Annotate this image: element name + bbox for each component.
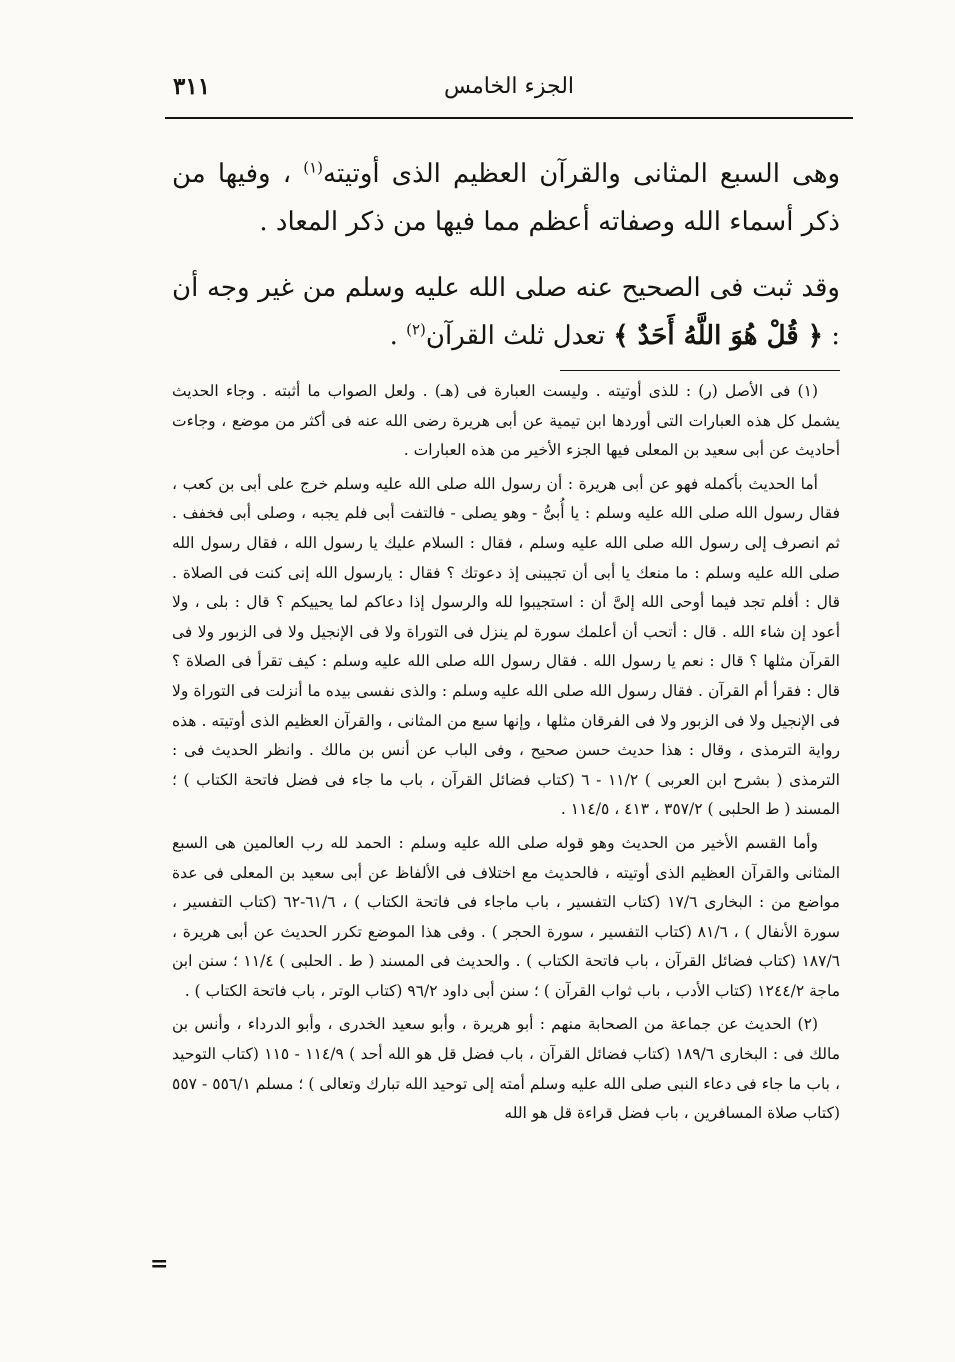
quran-verse: ﴿ قُلْ هُوَ اللَّهُ أَحَدٌ ﴾	[613, 321, 823, 351]
running-title: الجزء الخامس	[443, 74, 575, 99]
footnote-2: (٢) الحديث عن جماعة من الصحابة منهم : أبو هريرة ، وأبو سعيد الخدرى ، وأبو الدرداء ، وأنس بن مالك فى : البخارى ١٨٩/٦ (كتاب فضائل القرآن ، باب فضل قل هو الله أحد ) ١١٤/٩ - ١١٥ (كتاب التوحيد ، باب ما جاء فى دعاء النبى صلى الله عليه وسلم أمته إلى توحيد الله تبارك وتعالى ) ؛ مسلم ٥٥٦/١ - ٥٥٧ (كتاب صلاة المسافرين ، باب فضل قراءة قل هو الله	[172, 1015, 841, 1123]
footnotes	[172, 377, 840, 1129]
footnote-marker-2[interactable]: (٢)	[406, 320, 426, 339]
footnote-1-references: وأما القسم الأخير من الحديث وهو قوله صلى الله عليه وسلم : الحمد لله رب العالمين هى السبع المثانى والقرآن العظيم الذى أوتيته ، فالحديث مع اختلاف فى الألفاظ عن أبى سعيد بن المعلى فى عدة مواضع من : البخارى ١٧/٦ (كتاب التفسير ، باب ماجاء فى فاتحة الكتاب ) ، ٦١/٦-٦٢ (كتاب التفسير ، سورة الأنفال ) ، ٨١/٦ (كتاب التفسير ، سورة الحجر ) . وفى هذا الموضع تكرر الحديث عن أبى هريرة ، ١٨٧/٦ (كتاب فضائل القرآن ، باب فاتحة الكتاب ) . والحديث فى المسند ( ط . الحلبى ) ١١/٤ ؛ سنن ابن ماجة ١٢٤٤/٢ (كتاب الأدب ، باب ثواب القرآن ) ؛ سنن أبى داود ٩٦/٢ (كتاب الوتر ، باب فاتحة الكتاب ) .	[172, 833, 841, 1000]
main-paragraph-2	[172, 264, 840, 360]
main-text	[172, 150, 840, 360]
page-header	[165, 70, 853, 112]
footnote-1: (١) فى الأصل (ر) : للذى أوتيته . وليست العبارة فى (هـ) . ولعل الصواب ما أثبته . وجاء الحديث يشمل كل هذه العبارات التى أوردها ابن تيمية عن أبى هريرة رضى الله عنه فى أكثر من موضع ، وجاءت أحاديث عن أبى سعيد بن المعلى فيها الجزء الأخير من هذه العبارات .	[172, 382, 840, 460]
footnote-rule	[560, 370, 840, 371]
paragraph-2-end: .	[389, 321, 398, 351]
page-number: ٣١١	[173, 73, 211, 100]
continuation-mark: =	[150, 1251, 169, 1277]
paragraph-2-text: تعدل ثلث القرآن	[425, 321, 606, 351]
paragraph-1-text-end: ، وفيها من ذكر أسماء الله وصفاته أعظم مما فيها من ذكر المعاد .	[172, 159, 840, 237]
paragraph-2-lead: وقد ثبت فى الصحيح عنه صلى الله عليه وسلم من غير وجه أن :	[172, 273, 840, 351]
header-rule	[165, 117, 853, 119]
footnote-marker-1[interactable]: (١)	[303, 158, 323, 177]
paragraph-1-text: وهى السبع المثانى والقرآن العظيم الذى أوتيته	[323, 159, 840, 189]
footnote-1-hadith: أما الحديث بأكمله فهو عن أبى هريرة : أن رسول الله صلى الله عليه وسلم خرج على أبى بن كعب ، فقال رسول الله صلى الله عليه وسلم : يا أُبىُّ - وهو يصلى - فالتفت أبى فلم يجبه ، وصلى أبى فخفف . ثم انصرف إلى رسول الله صلى الله عليه وسلم ، فقال : السلام عليك يا رسول الله ، فقال رسول الله صلى الله عليه وسلم : ما منعك يا أبى أن تجيبنى إذ دعوتك ؟ فقال : يارسول الله إنى كنت فى الصلاة . قال : أفلم تجد فيما أوحى الله إلىَّ أن : استجيبوا لله والرسول إذا دعاكم لما يحييكم ؟ قال : بلى ، ولا أعود إن شاء الله . قال : أتحب أن أعلمك سورة لم ينزل فى التوراة ولا فى الإنجيل ولا فى الزبور ولا فى القرآن مثلها ؟ قال : نعم يا رسول الله . فقال رسول الله صلى الله عليه وسلم : كيف تقرأ فى الصلاة ؟ قال : فقرأ أم القرآن . فقال رسول الله صلى الله عليه وسلم : والذى نفسى بيده ما أنزلت فى التوراة ولا فى الإنجيل ولا فى الزبور ولا فى الفرقان مثلها ، وإنها سبع من المثانى ، والقرآن العظيم الذى أوتيته . هذه رواية الترمذى ، وقال : هذا حديث حسن صحيح ، وفى الباب عن أنس بن مالك . وانظر الحديث فى : الترمذى ( بشرح ابن العربى ) ١١/٢ - ٦ (كتاب فضائل القرآن ، باب ما جاء فى فضل فاتحة الكتاب ) ؛ المسند ( ط الحلبى ) ٣٥٧/٢ ، ٤١٣ ، ١١٤/٥ .	[172, 474, 840, 819]
main-paragraph-1	[172, 150, 840, 246]
